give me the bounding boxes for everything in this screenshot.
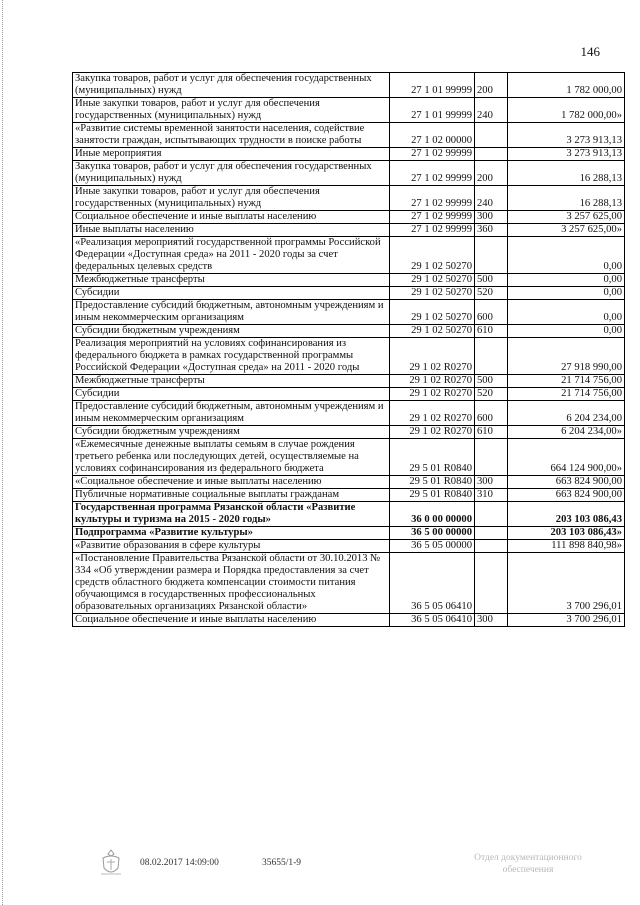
row-expense-type (475, 439, 508, 476)
row-name: Предоставление субсидий бюджетным, автономным учреждениям и иным некоммерческим организациям (73, 401, 390, 426)
row-expense-type: 240 (475, 186, 508, 211)
row-name: «Ежемесячные денежные выплаты семьям в случае рождения третьего ребенка или последующих детей, осуществляемые на условиях софинансирования из федерального бюджета (73, 439, 390, 476)
row-code: 27 1 02 99999 (390, 224, 475, 237)
table-row (73, 553, 625, 614)
row-expense-type: 300 (475, 476, 508, 489)
row-name: Публичные нормативные социальные выплаты гражданам (73, 489, 390, 502)
row-amount: 1 782 000,00» (508, 98, 625, 123)
footer-date: 08.02.2017 14:09:00 (140, 858, 219, 868)
table-row (73, 325, 625, 338)
row-name: Социальное обеспечение и иные выплаты населению (73, 211, 390, 224)
row-expense-type: 200 (475, 161, 508, 186)
row-code: 29 1 02 50270 (390, 237, 475, 274)
row-amount: 0,00 (508, 237, 625, 274)
row-name: Межбюджетные трансферты (73, 375, 390, 388)
row-code: 27 1 02 99999 (390, 186, 475, 211)
row-expense-type (475, 540, 508, 553)
table-row (73, 274, 625, 287)
row-amount: 203 103 086,43 (508, 502, 625, 527)
table-row (73, 123, 625, 148)
row-expense-type: 520 (475, 388, 508, 401)
row-expense-type: 360 (475, 224, 508, 237)
row-code: 27 1 02 99999 (390, 161, 475, 186)
row-code: 29 5 01 R0840 (390, 439, 475, 476)
row-amount: 3 700 296,01 (508, 553, 625, 614)
table-row (73, 527, 625, 540)
row-code: 27 1 01 99999 (390, 98, 475, 123)
row-expense-type: 600 (475, 300, 508, 325)
table-row (73, 476, 625, 489)
table-row (73, 211, 625, 224)
row-code: 29 1 02 50270 (390, 274, 475, 287)
table-row (73, 338, 625, 375)
row-expense-type: 310 (475, 489, 508, 502)
row-expense-type (475, 527, 508, 540)
row-amount: 203 103 086,43» (508, 527, 625, 540)
row-amount: 3 700 296,01 (508, 614, 625, 627)
row-amount: 16 288,13 (508, 161, 625, 186)
row-amount: 663 824 900,00 (508, 476, 625, 489)
row-code: 29 1 02 R0270 (390, 338, 475, 375)
table-row (73, 148, 625, 161)
row-expense-type (475, 237, 508, 274)
coat-of-arms-icon (98, 848, 124, 878)
margin-dotted-line (2, 0, 3, 905)
row-name: Межбюджетные трансферты (73, 274, 390, 287)
row-expense-type (475, 338, 508, 375)
row-name: «Развитие образования в сфере культуры (73, 540, 390, 553)
row-code: 27 1 02 99999 (390, 148, 475, 161)
row-code: 27 1 02 99999 (390, 211, 475, 224)
row-amount: 0,00 (508, 287, 625, 300)
table-row (73, 287, 625, 300)
row-amount: 3 273 913,13 (508, 123, 625, 148)
table-row (73, 426, 625, 439)
row-expense-type: 500 (475, 375, 508, 388)
department-stamp: Отдел документационного обеспечения (474, 853, 582, 875)
row-amount: 21 714 756,00 (508, 375, 625, 388)
row-code: 29 1 02 R0270 (390, 426, 475, 439)
row-name: «Реализация мероприятий государственной программы Российской Федерации «Доступная среда» на 2011 - 2020 годы за счет федеральных целевых средств (73, 237, 390, 274)
footer-doc-number: 35655/1-9 (262, 858, 302, 868)
budget-table-body (73, 73, 625, 627)
row-expense-type (475, 123, 508, 148)
row-code: 29 1 02 50270 (390, 325, 475, 338)
row-amount: 664 124 900,00» (508, 439, 625, 476)
row-expense-type: 300 (475, 211, 508, 224)
row-code: 29 5 01 R0840 (390, 476, 475, 489)
row-amount: 21 714 756,00 (508, 388, 625, 401)
table-row (73, 98, 625, 123)
row-expense-type (475, 148, 508, 161)
table-row (73, 489, 625, 502)
row-name: Иные выплаты населению (73, 224, 390, 237)
row-amount: 663 824 900,00 (508, 489, 625, 502)
row-name: Субсидии бюджетным учреждениям (73, 325, 390, 338)
row-name: Государственная программа Рязанской области «Развитие культуры и туризма на 2015 - 2020 годы» (73, 502, 390, 527)
row-expense-type: 240 (475, 98, 508, 123)
table-row (73, 375, 625, 388)
table-row (73, 502, 625, 527)
table-row (73, 300, 625, 325)
table-row (73, 161, 625, 186)
row-code: 27 1 02 00000 (390, 123, 475, 148)
row-expense-type: 500 (475, 274, 508, 287)
row-amount: 0,00 (508, 274, 625, 287)
row-name: «Развитие системы временной занятости населения, содействие занятости граждан, испытывающих трудности в поиске работы (73, 123, 390, 148)
table-row (73, 73, 625, 98)
row-name: Субсидии (73, 388, 390, 401)
row-code: 29 1 02 50270 (390, 300, 475, 325)
table-row (73, 401, 625, 426)
row-amount: 3 273 913,13 (508, 148, 625, 161)
row-expense-type: 600 (475, 401, 508, 426)
row-name: Закупка товаров, работ и услуг для обеспечения государственных (муниципальных) нужд (73, 161, 390, 186)
row-name: Предоставление субсидий бюджетным, автономным учреждениям и иным некоммерческим организациям (73, 300, 390, 325)
row-amount: 16 288,13 (508, 186, 625, 211)
row-expense-type (475, 553, 508, 614)
row-expense-type: 300 (475, 614, 508, 627)
row-name: «Социальное обеспечение и иные выплаты населению (73, 476, 390, 489)
row-expense-type: 610 (475, 325, 508, 338)
row-name: Социальное обеспечение и иные выплаты населению (73, 614, 390, 627)
row-name: Закупка товаров, работ и услуг для обеспечения государственных (муниципальных) нужд (73, 73, 390, 98)
table-row (73, 388, 625, 401)
row-expense-type: 610 (475, 426, 508, 439)
row-code: 29 5 01 R0840 (390, 489, 475, 502)
row-amount: 27 918 990,00 (508, 338, 625, 375)
row-expense-type: 200 (475, 73, 508, 98)
row-code: 36 5 05 06410 (390, 614, 475, 627)
page-number: 146 (580, 44, 600, 59)
row-code: 36 5 05 06410 (390, 553, 475, 614)
row-code: 27 1 01 99999 (390, 73, 475, 98)
row-code: 29 1 02 50270 (390, 287, 475, 300)
row-amount: 1 782 000,00 (508, 73, 625, 98)
table-row (73, 540, 625, 553)
row-amount: 6 204 234,00» (508, 426, 625, 439)
row-amount: 111 898 840,98» (508, 540, 625, 553)
table-row (73, 439, 625, 476)
row-name: «Постановление Правительства Рязанской области от 30.10.2013 № 334 «Об утверждении размера и Порядка предоставления за счет средств областного бюджета компенсации стоимости питания обучающимся в государственных профессиональных образовательных организациях Рязанской области» (73, 553, 390, 614)
row-name: Реализация мероприятий на условиях софинансирования из федерального бюджета в рамках государственной программы Российской Федерации «Доступная среда» на 2011 - 2020 годы (73, 338, 390, 375)
row-amount: 6 204 234,00 (508, 401, 625, 426)
row-code: 29 1 02 R0270 (390, 375, 475, 388)
row-code: 29 1 02 R0270 (390, 388, 475, 401)
table-row (73, 237, 625, 274)
row-code: 29 1 02 R0270 (390, 401, 475, 426)
row-name: Иные закупки товаров, работ и услуг для обеспечения государственных (муниципальных) нужд (73, 98, 390, 123)
row-amount: 0,00 (508, 325, 625, 338)
row-expense-type: 520 (475, 287, 508, 300)
row-name: Иные закупки товаров, работ и услуг для обеспечения государственных (муниципальных) нужд (73, 186, 390, 211)
row-name: Субсидии бюджетным учреждениям (73, 426, 390, 439)
row-amount: 0,00 (508, 300, 625, 325)
row-amount: 3 257 625,00 (508, 211, 625, 224)
row-code: 36 0 00 00000 (390, 502, 475, 527)
budget-table (72, 72, 625, 627)
row-code: 36 5 05 00000 (390, 540, 475, 553)
row-name: Иные мероприятия (73, 148, 390, 161)
table-row (73, 186, 625, 211)
row-expense-type (475, 502, 508, 527)
row-name: Подпрограмма «Развитие культуры» (73, 527, 390, 540)
table-row (73, 224, 625, 237)
row-amount: 3 257 625,00» (508, 224, 625, 237)
row-name: Субсидии (73, 287, 390, 300)
row-code: 36 5 00 00000 (390, 527, 475, 540)
table-row (73, 614, 625, 627)
